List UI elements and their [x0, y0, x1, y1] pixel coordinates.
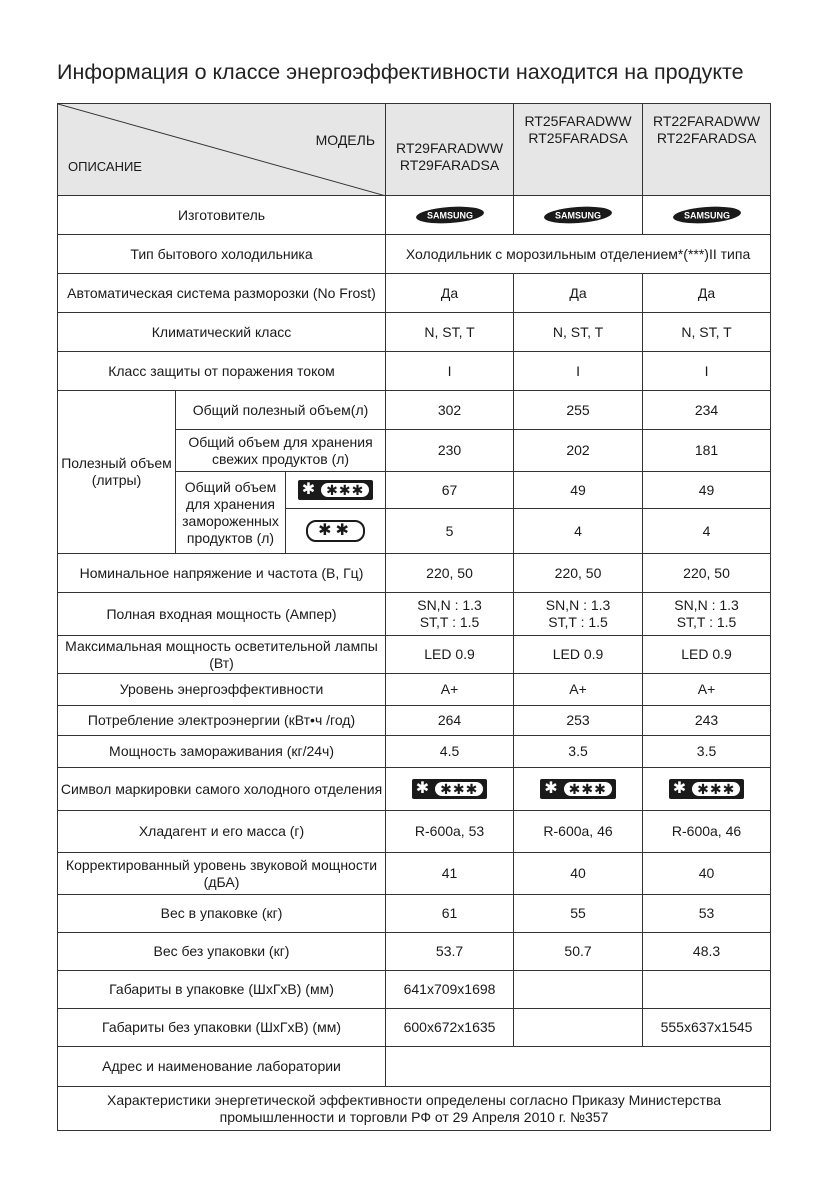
- four-star-freezer-icon: ✱ ✱✱✱: [298, 480, 374, 500]
- diagonal-divider: [58, 104, 386, 196]
- description-label: ОПИСАНИЕ: [68, 159, 142, 174]
- samsung-logo-cell: [386, 196, 514, 235]
- row-voltage: [58, 554, 771, 593]
- row-label: Мощность замораживания (кг/24ч): [58, 736, 386, 768]
- samsung-logo: [543, 205, 613, 225]
- two-star-mark-cell: [286, 509, 386, 554]
- row-label: Автоматическая система разморозки (No Frost): [58, 274, 386, 313]
- row-label: Символ маркировки самого холодного отделения: [58, 768, 386, 811]
- row-value: 48.3: [643, 933, 771, 971]
- row-label: Потребление электроэнергии (кВт•ч /год): [58, 706, 386, 736]
- row-value: R-600a, 46: [643, 811, 771, 853]
- svg-text:SAMSUNG: SAMSUNG: [683, 210, 730, 221]
- row-value: 67: [386, 472, 514, 509]
- row-label: Общий объем для хранения замороженных продуктов (л): [176, 472, 286, 554]
- row-value: 3.5: [514, 736, 643, 768]
- two-star-freezer-icon: ✱✱: [306, 520, 365, 542]
- row-value: 220, 50: [386, 554, 514, 593]
- row-label: Габариты без упаковки (ШхГхВ) (мм): [58, 1009, 386, 1047]
- svg-text:SAMSUNG: SAMSUNG: [555, 210, 602, 221]
- page-title: Информация о классе энергоэффективности находится на продукте: [57, 60, 744, 84]
- four-star-freezer-icon: ✱ ✱✱✱: [540, 779, 616, 799]
- row-lab: [58, 1047, 771, 1087]
- row-value: 53: [643, 895, 771, 933]
- row-value: I: [514, 352, 643, 391]
- row-value: 53.7: [386, 933, 514, 971]
- row-label: Общий объем для хранения свежих продуктов (л): [176, 430, 386, 472]
- row-label: Полная входная мощность (Ампер): [58, 593, 386, 636]
- row-energy-class: [58, 674, 771, 706]
- row-dims-net: [58, 1009, 771, 1047]
- samsung-logo-cell: [514, 196, 643, 235]
- row-value: Да: [514, 274, 643, 313]
- row-footer-note: [58, 1087, 771, 1131]
- row-refrigerant: [58, 811, 771, 853]
- row-consumption: [58, 706, 771, 736]
- row-value: 55: [514, 895, 643, 933]
- row-value: Холодильник с морозильным отделением*(***)II типа: [386, 235, 771, 274]
- row-label: Климатический класс: [58, 313, 386, 352]
- row-value: [514, 971, 643, 1009]
- marking-cell: [514, 768, 643, 811]
- row-value: 181: [643, 430, 771, 472]
- row-noise: [58, 853, 771, 895]
- row-label: Класс защиты от поражения током: [58, 352, 386, 391]
- row-value: SN,N : 1.3 ST,T : 1.5: [386, 593, 514, 636]
- row-value: 264: [386, 706, 514, 736]
- row-label: Уровень энергоэффективности: [58, 674, 386, 706]
- row-value: A+: [386, 674, 514, 706]
- row-value: 220, 50: [643, 554, 771, 593]
- samsung-logo: [415, 205, 485, 225]
- row-value: 641x709x1698: [386, 971, 514, 1009]
- row-label: Адрес и наименование лаборатории: [58, 1047, 386, 1087]
- row-label: Вес без упаковки (кг): [58, 933, 386, 971]
- footer-note: Характеристики энергетической эффективности определены согласно Приказу Министерства промышленности и торговли РФ от 29 Апреля 2010 г. №357: [58, 1087, 771, 1131]
- row-value: LED 0.9: [514, 636, 643, 674]
- row-value: A+: [514, 674, 643, 706]
- row-value: SN,N : 1.3 ST,T : 1.5: [514, 593, 643, 636]
- row-lamp: [58, 636, 771, 674]
- row-value: A+: [643, 674, 771, 706]
- row-value: 4.5: [386, 736, 514, 768]
- row-label: Максимальная мощность осветительной лампы (Вт): [58, 636, 386, 674]
- four-star-freezer-icon: ✱ ✱✱✱: [669, 779, 745, 799]
- row-nofrost: [58, 274, 771, 313]
- row-value: 555x637x1545: [643, 1009, 771, 1047]
- row-climate: [58, 313, 771, 352]
- row-label: Хладагент и его масса (г): [58, 811, 386, 853]
- samsung-logo: [672, 205, 742, 225]
- model-header-1: RT29FARADWW RT29FARADSA: [386, 104, 514, 196]
- row-dims-packed: [58, 971, 771, 1009]
- row-freezing: [58, 736, 771, 768]
- row-value: [643, 971, 771, 1009]
- row-label: Номинальное напряжение и частота (В, Гц): [58, 554, 386, 593]
- row-label: Вес в упаковке (кг): [58, 895, 386, 933]
- samsung-logo-cell: [643, 196, 771, 235]
- volume-group-label: Полезный объем (литры): [58, 391, 176, 554]
- row-value: [514, 1009, 643, 1047]
- row-marking: [58, 768, 771, 811]
- row-value: 5: [386, 509, 514, 554]
- row-value: 202: [514, 430, 643, 472]
- specification-table: [57, 103, 771, 1131]
- model-header-3: RT22FARADWW RT22FARADSA: [643, 104, 771, 196]
- row-value: 234: [643, 391, 771, 430]
- row-value: N, ST, T: [386, 313, 514, 352]
- row-value: SN,N : 1.3 ST,T : 1.5: [643, 593, 771, 636]
- row-label: Тип бытового холодильника: [58, 235, 386, 274]
- row-value: 4: [643, 509, 771, 554]
- row-value: 61: [386, 895, 514, 933]
- row-power: [58, 593, 771, 636]
- marking-cell: [643, 768, 771, 811]
- model-label: МОДЕЛЬ: [315, 132, 376, 148]
- row-label: Изготовитель: [58, 196, 386, 235]
- marking-cell: [386, 768, 514, 811]
- row-weight-packed: [58, 895, 771, 933]
- row-value: Да: [643, 274, 771, 313]
- row-value: N, ST, T: [514, 313, 643, 352]
- four-star-mark-cell: [286, 472, 386, 509]
- row-value: 302: [386, 391, 514, 430]
- row-volume-total: [58, 391, 771, 430]
- row-value: 253: [514, 706, 643, 736]
- row-value: 49: [514, 472, 643, 509]
- row-value: R-600a, 46: [514, 811, 643, 853]
- row-value: 230: [386, 430, 514, 472]
- row-value: I: [386, 352, 514, 391]
- header-row: [58, 104, 771, 196]
- row-value: 41: [386, 853, 514, 895]
- row-value: I: [643, 352, 771, 391]
- svg-text:SAMSUNG: SAMSUNG: [426, 210, 473, 221]
- row-value: 40: [643, 853, 771, 895]
- row-value: 49: [643, 472, 771, 509]
- row-protection: [58, 352, 771, 391]
- row-value: 4: [514, 509, 643, 554]
- row-fridge-type: [58, 235, 771, 274]
- row-value: Да: [386, 274, 514, 313]
- row-value: 220, 50: [514, 554, 643, 593]
- row-value: N, ST, T: [643, 313, 771, 352]
- row-value: 3.5: [643, 736, 771, 768]
- row-value: R-600a, 53: [386, 811, 514, 853]
- model-header-2: RT25FARADWW RT25FARADSA: [514, 104, 643, 196]
- row-label: Общий полезный объем(л): [176, 391, 386, 430]
- row-weight-net: [58, 933, 771, 971]
- four-star-freezer-icon: ✱ ✱✱✱: [412, 779, 488, 799]
- row-value: LED 0.9: [386, 636, 514, 674]
- row-label: Габариты в упаковке (ШхГхВ) (мм): [58, 971, 386, 1009]
- row-value: 600x672x1635: [386, 1009, 514, 1047]
- header-diagonal-cell: [58, 104, 386, 196]
- row-value: LED 0.9: [643, 636, 771, 674]
- row-value: 50.7: [514, 933, 643, 971]
- row-value: 255: [514, 391, 643, 430]
- row-manufacturer: [58, 196, 771, 235]
- row-value: [386, 1047, 771, 1087]
- row-label: Корректированный уровень звуковой мощности (дБА): [58, 853, 386, 895]
- row-value: 40: [514, 853, 643, 895]
- row-value: 243: [643, 706, 771, 736]
